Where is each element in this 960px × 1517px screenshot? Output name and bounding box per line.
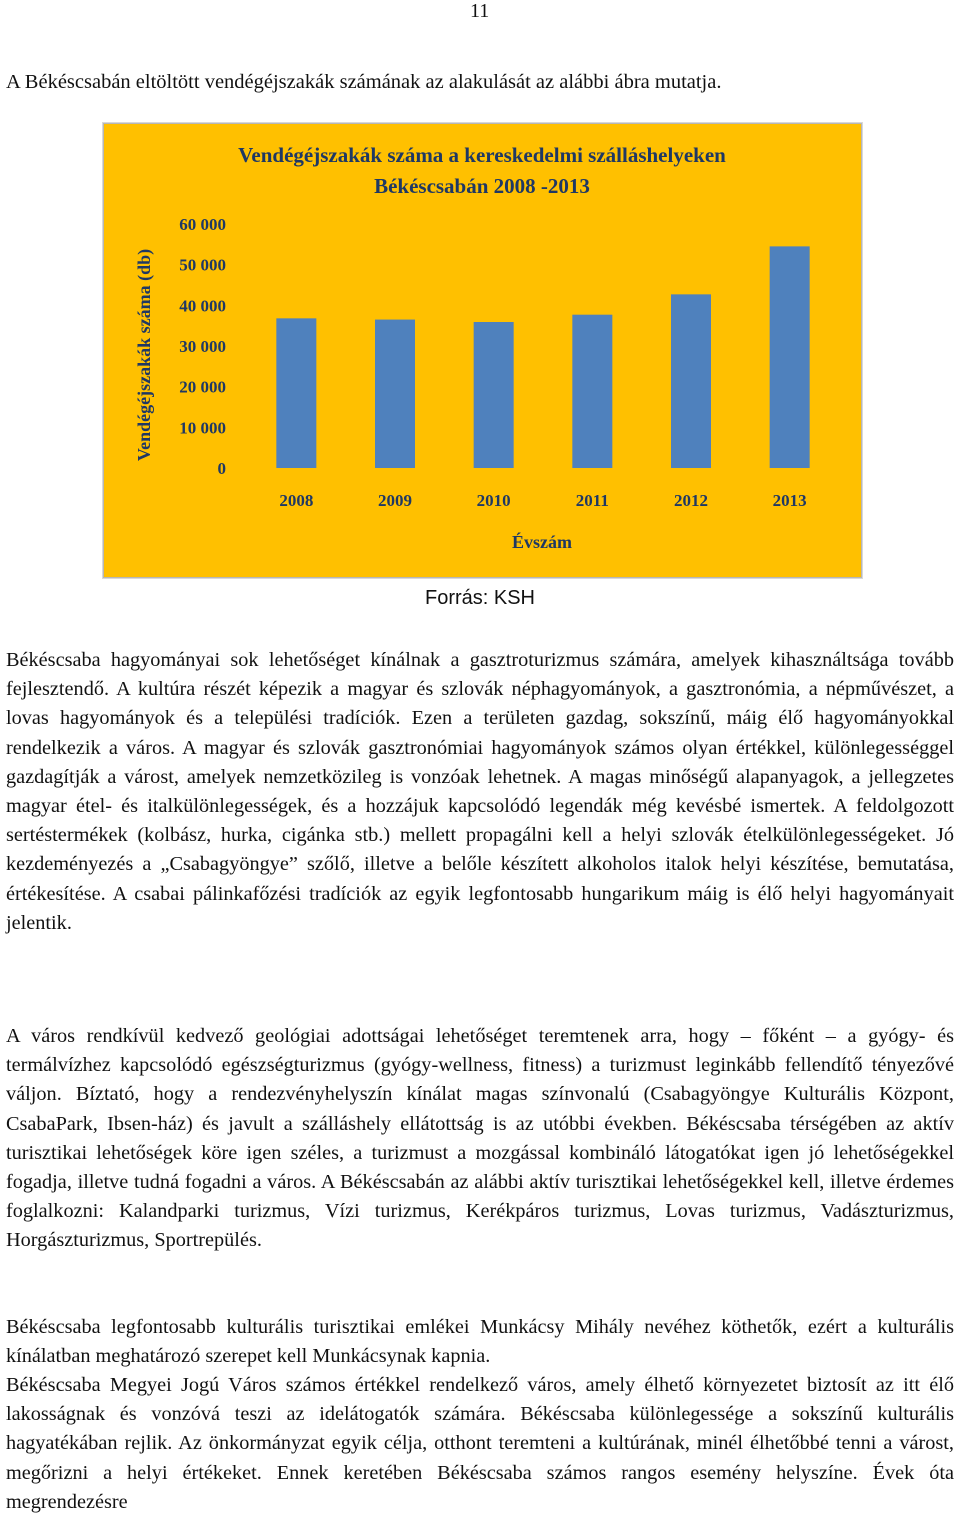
y-tick-label: 40 000 xyxy=(179,296,226,316)
paragraph-city-values: Békéscsaba Megyei Jogú Város számos értékkel rendelkező város, amely élhető környezetet biztosít az itt élő lakosságnak és vonzóvá teszi az idelátogatók számára. Békéscsaba különlegessége a sokszínű kulturális hagyatékában rejlik. Az önkormányzat egyik célja, otthont teremteni a kultúrának, minél élhetőbbé tenni a várost, megőrizni a helyi értékeket. Ennek keretében Békéscsaba számos rangos esemény helyszíne. Évek óta megrendezésre xyxy=(6,1374,954,1513)
bar-2008 xyxy=(276,318,316,468)
paragraph-health-tourism: A város rendkívül kedvező geológiai adottságai lehetőséget teremtenek arra, hogy – főként – a gyógy- és termálvízhez kapcsolódó egészségturizmus (gyógy-wellness, fitness) a turizmust leginkább fellendítő tényezővé váljon. Bíztató, hogy a rendezvényhelyszín kínálat magas színvonalú (Csabagyöngye Kulturális Központ, CsabaPark, Ibsen-ház) és javult a szálláshely ellátottság is az utóbbi években. Békéscsaba térségében az aktív turisztikai lehetőségek köre igen széles, a turizmust a mozgással kombináló látogatókat igen jó lehetőségekkel fogadja, illetve tudná fogadni a város. A Békéscsabán az alábbi aktív turisztikai lehetőségekkel kell, illetve érdemes foglalkozni: Kalandparki turizmus, Vízi turizmus, Kerékpáros turizmus, Lovas turizmus, Vadászturizmus, Horgászturizmus, Sportrepülés. xyxy=(6,1025,954,1252)
y-axis-label: Vendégéjszakák száma (db) xyxy=(134,248,154,462)
x-tick-label: 2012 xyxy=(674,491,708,510)
page-number: 11 xyxy=(470,0,490,22)
bar-2009 xyxy=(375,320,415,468)
x-tick-label: 2013 xyxy=(772,491,807,510)
y-tick-label: 10 000 xyxy=(179,418,226,438)
x-tick-label: 2008 xyxy=(279,491,314,510)
bar-2012 xyxy=(671,294,711,468)
y-tick-label: 30 000 xyxy=(179,337,226,356)
bar-2010 xyxy=(474,322,514,468)
x-tick-label: 2009 xyxy=(378,491,412,510)
chart-source: Forrás: KSH xyxy=(424,587,536,609)
paragraph-gastro: Békéscsaba hagyományai sok lehetőséget kínálnak a gasztroturizmus számára, amelyek kihasználtsága tovább fejlesztendő. A kultúra részét képezik a magyar és szlovák néphagyományok, a gasztronómia, a népművészet, a lovas hagyományok és a települési tradíciók. Ezen a területen gazdag, sokszínű, máig élő hagyományokkal rendelkezik a város. A magyar és szlovák gasztronómiai hagyományok számos olyan értékkel, különlegességgel gazdagítják a várost, amelyek nemzetközileg is vonzóak lehetnek. A magas minőségű alapanyagok, a jellegzetes magyar étel- és italkülönlegességek, és a hozzájuk kapcsolódó legendák még kevésbé ismertek. A feldolgozott sertéstermékek (kolbász, hurka, cigánka stb.) mellett propagálni kell a helyi szlovák ételkülönlegességeket. Jó kezdeményezés a „Csabagyöngye” szőlő, illetve a belőle készített alkoholos italok helyi készítése, bemutatása, értékesítése. A csabai pálinkafőzési tradíciók az egyik legfontosabb hungarikum máig is élő helyi hagyományait jelentik. xyxy=(6,649,954,934)
y-tick-label: 50 000 xyxy=(179,255,226,275)
x-axis-label: Évszám xyxy=(512,532,572,552)
y-tick-label: 0 xyxy=(217,459,226,478)
paragraph-munkacsy: Békéscsaba legfontosabb kulturális turisztikai emlékei Munkácsy Mihály nevéhez köthetők, ezért a kulturális kínálatban meghatározó szerepet kell Munkácsynak kapnia. xyxy=(6,1316,954,1368)
intro-sentence: A Békéscsabán eltöltött vendégéjszakák számának az alakulását az alábbi ábra mutatja. xyxy=(6,71,722,93)
chart-title-line1: Vendégéjszakák száma a kereskedelmi szálláshelyeken xyxy=(238,143,726,167)
bar-2011 xyxy=(572,315,612,468)
x-tick-label: 2010 xyxy=(476,491,511,510)
x-tick-label: 2011 xyxy=(575,491,609,510)
chart-title-line2: Békéscsabán 2008 -2013 xyxy=(374,174,590,198)
chart-svg xyxy=(104,124,861,577)
bar-2013 xyxy=(770,246,810,468)
y-tick-label: 20 000 xyxy=(179,377,226,397)
y-tick-label: 60 000 xyxy=(179,215,226,234)
bar-chart xyxy=(103,123,862,578)
